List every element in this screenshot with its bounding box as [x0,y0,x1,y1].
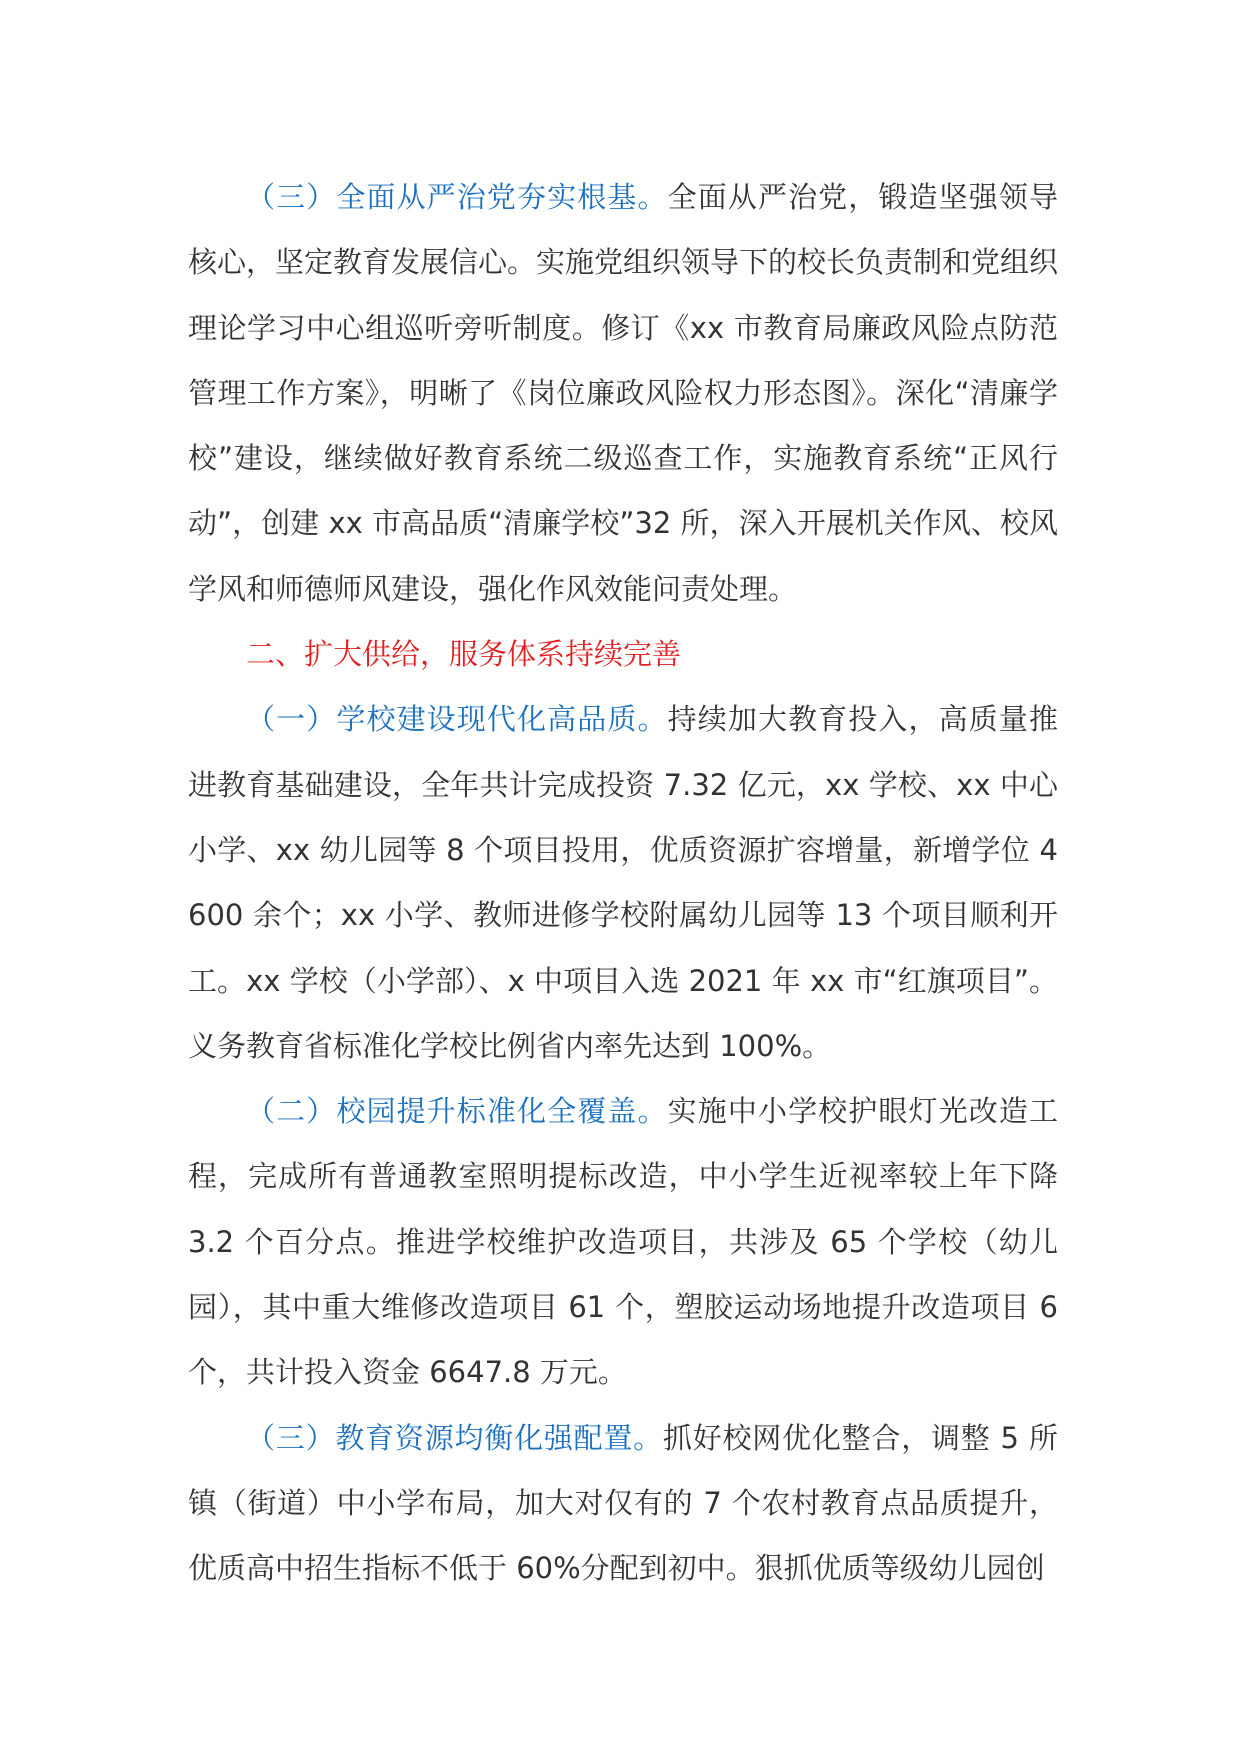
paragraph-text: 持续加大教育投入，高质量推进教育基础建设，全年共计完成投资 7.32 亿元，xx 学校、xx 中心小学、xx 幼儿园等 8 个项目投用，优质资源扩容增量，新增学位 4600 余个；xx 小学、教师进修学校附属幼儿园等 13 个项目顺利开工。xx 学校（小学部）、x 中项目入选 2021 年 xx 市“红旗项目”。义务教育省标准化学校比例省内率先达到 100%。 [188,702,1058,1063]
subheading-party-governance: （三）全面从严治党夯实根基。 [246,180,668,214]
paragraph-text: 全面从严治党，锻造坚强领导核心，坚定教育发展信心。实施党组织领导下的校长负责制和党组织理论学习中心组巡听旁听制度。修订《xx 市教育局廉政风险点防范管理工作方案》，明晰了《岗位廉政风险权力形态图》。深化“清廉学校”建设，继续做好教育系统二级巡查工作，实施教育系统“正风行动”，创建 xx 市高品质“清廉学校”32 所，深入开展机关作风、校风学风和师德师风建设，强化作风效能问责处理。 [188,180,1059,606]
subheading-resource-balance: （三）教育资源均衡化强配置。 [246,1420,663,1455]
paragraph-text: 实施中小学校护眼灯光改造工程，完成所有普通教室照明提标改造，中小学生近视率较上年下降 3.2 个百分点。推进学校维护改造项目，共涉及 65 个学校（幼儿园），其中重大维修改造项目 61 个，塑胶运动场地提升改造项目 6 个，共计投入资金 6647.8 万元。 [188,1094,1058,1390]
paragraph-resource-balance [188,1406,1058,1602]
paragraph-school-construction [188,687,1058,1079]
paragraph-party-governance [188,165,1058,622]
section-heading-supply [188,622,1058,687]
section-title-supply: 二、扩大供给，服务体系持续完善 [246,637,682,672]
document-body [188,165,1058,1602]
subheading-school-construction: （一）学校建设现代化高品质。 [246,702,668,737]
subheading-campus-upgrade: （二）校园提升标准化全覆盖。 [246,1094,668,1129]
paragraph-text: 抓好校网优化整合，调整 5 所镇（街道）中小学布局，加大对仅有的 7 个农村教育点品质提升，优质高中招生指标不低于 60%分配到初中。狠抓优质等级幼儿园创 [188,1420,1058,1586]
paragraph-campus-upgrade [188,1079,1058,1405]
